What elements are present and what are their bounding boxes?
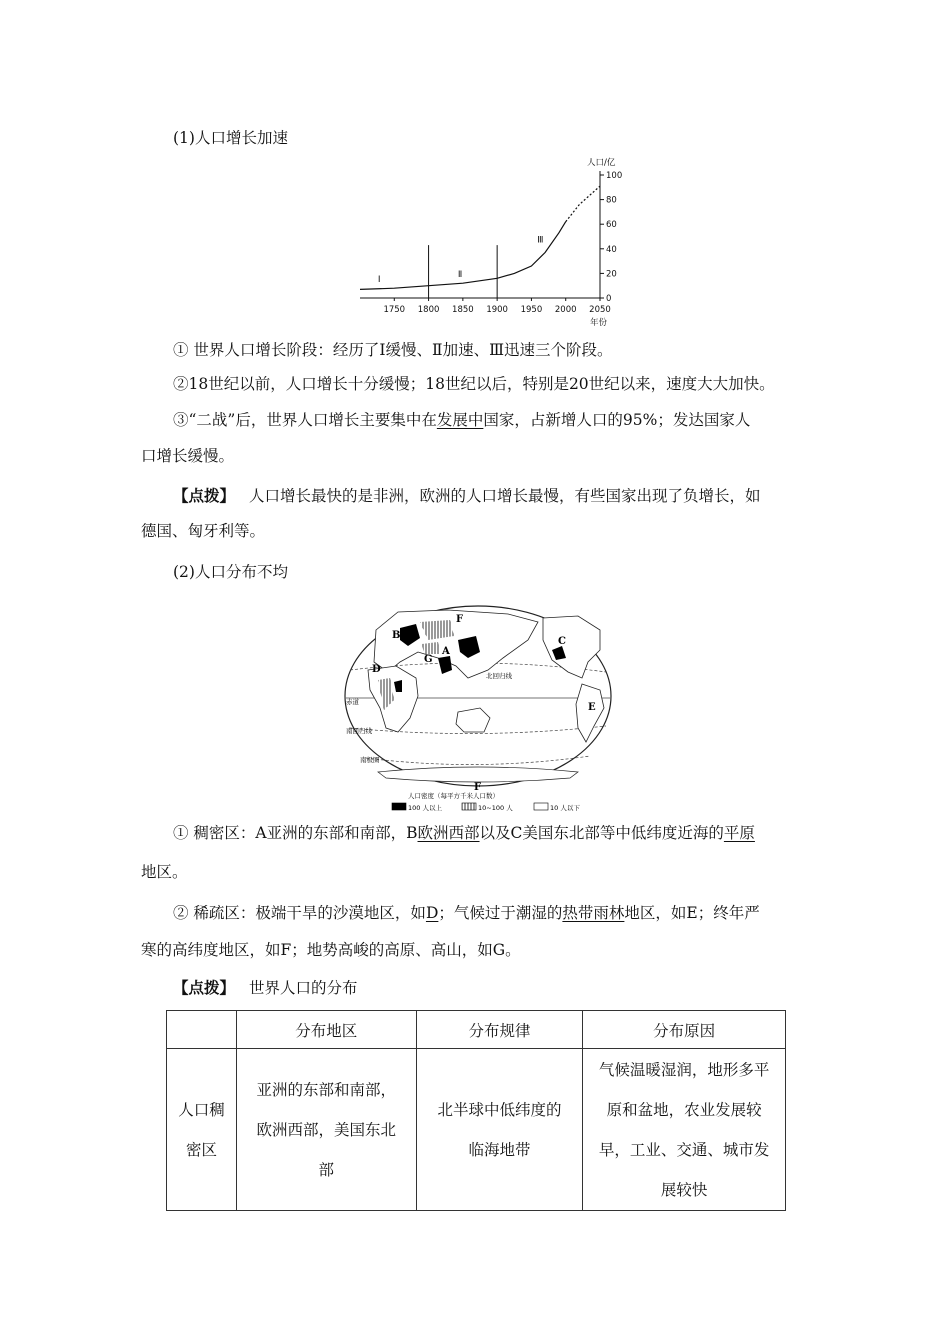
sparse-text-c: 地区，如E；终年严 bbox=[624, 904, 760, 922]
map-label-D: D bbox=[372, 664, 381, 675]
population-curve-dashed bbox=[566, 186, 600, 222]
y-tick-label-20: 20 bbox=[606, 269, 617, 280]
stage-label-1: Ⅰ bbox=[377, 275, 381, 286]
map-label-B: B bbox=[392, 630, 401, 641]
y-tick-label-60: 60 bbox=[606, 220, 617, 231]
map-label-F-south: F bbox=[474, 782, 482, 793]
antarctic-circle-label: 南极圈 bbox=[360, 756, 380, 764]
western-europe-underlined: 欧洲西部 bbox=[417, 824, 480, 842]
legend-dense: 100 人以上 bbox=[408, 804, 442, 812]
y-tick-label-100: 100 bbox=[606, 171, 623, 181]
section-heading-growth: (1)人口增长加速 bbox=[173, 129, 288, 147]
stage-label-2: Ⅱ bbox=[457, 270, 463, 281]
population-growth-chart bbox=[340, 155, 640, 330]
x-tick-label-1950: 1950 bbox=[520, 305, 543, 315]
table-cell-reason: 气候温暖湿润，地形多平原和盆地，农业发展较早，工业、交通、城市发展较快 bbox=[583, 1049, 786, 1211]
growth-chart-svg bbox=[340, 155, 640, 330]
tip-distribution bbox=[173, 978, 358, 998]
tip-label: 【点拨】 bbox=[173, 486, 236, 505]
rainforest-underlined: 热带雨林 bbox=[562, 904, 625, 922]
growth-stages-text: ① 世界人口增长阶段：经历了Ⅰ缓慢、Ⅱ加速、Ⅲ迅速三个阶段。 bbox=[173, 341, 613, 359]
postwar-growth-line2: 口增长缓慢。 bbox=[141, 447, 235, 465]
tip-label-2: 【点拨】 bbox=[173, 978, 236, 997]
legend-sparse: 10 人以下 bbox=[550, 804, 580, 812]
tip-growth-line1 bbox=[173, 486, 761, 506]
dense-area-line1 bbox=[173, 823, 755, 843]
equator-label: 赤道 bbox=[346, 698, 359, 706]
x-tick-label-1850: 1850 bbox=[452, 305, 474, 315]
legend-title: 人口密度（每平方千米人口数） bbox=[408, 792, 499, 800]
desert-D-underlined: D bbox=[425, 904, 439, 922]
dense-text-a: ① 稠密区：A亚洲的东部和南部，B bbox=[173, 824, 418, 842]
sparse-text-a: ② 稀疏区：极端干旱的沙漠地区，如 bbox=[173, 904, 426, 922]
tip-distribution-text: 世界人口的分布 bbox=[249, 979, 358, 997]
x-tick-label-1900: 1900 bbox=[486, 305, 508, 315]
map-label-F-north: F bbox=[456, 614, 464, 625]
tip-growth-text: 人口增长最快的是非洲，欧洲的人口增长最慢，有些国家出现了负增长，如 bbox=[249, 487, 761, 505]
dense-area-line2: 地区。 bbox=[141, 863, 188, 881]
stage-label-3: Ⅲ bbox=[537, 235, 544, 246]
plain-underlined: 平原 bbox=[723, 824, 755, 842]
x-tick-label-2000: 2000 bbox=[554, 305, 577, 315]
x-tick-label-1800: 1800 bbox=[417, 305, 440, 315]
tropic-south-label: 南回归线 bbox=[346, 727, 372, 735]
map-label-E: E bbox=[588, 702, 596, 713]
postwar-growth-line1 bbox=[173, 410, 750, 430]
developing-underlined: 发展中 bbox=[436, 411, 484, 429]
table-header-pattern: 分布规律 bbox=[416, 1011, 583, 1049]
table-row bbox=[167, 1049, 786, 1211]
y-tick-label-0: 0 bbox=[606, 294, 612, 304]
table-cell-pattern: 北半球中低纬度的临海地带 bbox=[416, 1049, 583, 1211]
map-label-C: C bbox=[558, 636, 566, 647]
section-heading-distribution: (2)人口分布不均 bbox=[173, 563, 288, 581]
population-density-map bbox=[338, 600, 620, 815]
distribution-table bbox=[166, 1010, 786, 1211]
map-label-A: A bbox=[442, 646, 450, 657]
x-tick-label-2050: 2050 bbox=[589, 305, 611, 315]
table-header-region: 分布地区 bbox=[236, 1011, 416, 1049]
table-header-reason: 分布原因 bbox=[583, 1011, 786, 1049]
y-tick-label-40: 40 bbox=[606, 244, 617, 255]
postwar-text-b: 国家，占新增人口的95%；发达国家人 bbox=[483, 411, 751, 429]
sparse-text-b: ；气候过于潮湿的 bbox=[438, 904, 563, 922]
growth-history-text: ②18世纪以前，人口增长十分缓慢；18世纪以后，特别是20世纪以来，速度大大加快。 bbox=[173, 375, 775, 393]
table-row-label: 人口稠密区 bbox=[167, 1049, 237, 1211]
table-header-row bbox=[167, 1011, 786, 1049]
map-label-G: G bbox=[424, 654, 433, 665]
postwar-text-a: ③“二战”后，世界人口增长主要集中在 bbox=[173, 411, 437, 429]
legend-medium: 10~100 人 bbox=[478, 804, 513, 812]
chart-x-axis-label: 年份 bbox=[590, 318, 608, 328]
tropic-north-label: 北回归线 bbox=[486, 672, 512, 680]
sparse-area-line2: 寒的高纬度地区，如F；地势高峻的高原、高山，如G。 bbox=[141, 941, 521, 959]
world-map-svg bbox=[338, 600, 620, 815]
sparse-area-line1 bbox=[173, 903, 760, 923]
dense-text-b: 以及C美国东北部等中低纬度近海的 bbox=[479, 824, 724, 842]
x-tick-label-1750: 1750 bbox=[383, 305, 406, 315]
table-header-empty bbox=[167, 1011, 237, 1049]
table-cell-region: 亚洲的东部和南部，欧洲西部，美国东北部 bbox=[236, 1049, 416, 1211]
y-tick-label-80: 80 bbox=[606, 195, 617, 206]
chart-y-axis-label: 人口/亿 bbox=[587, 158, 616, 168]
population-curve-solid bbox=[360, 222, 566, 290]
tip-growth-line2: 德国、匈牙利等。 bbox=[141, 522, 266, 540]
